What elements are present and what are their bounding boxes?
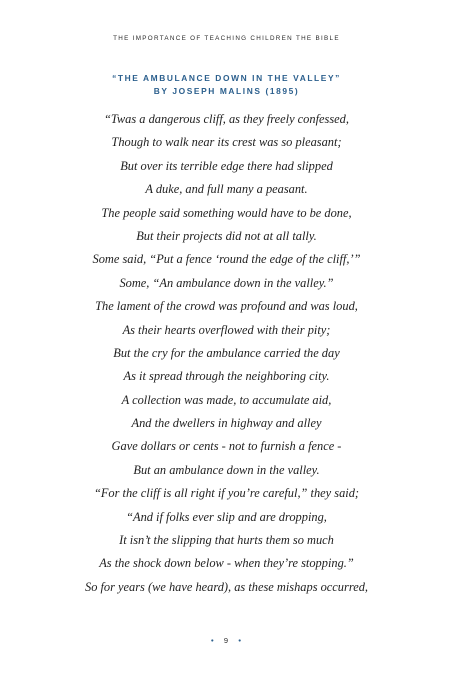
poem-line: A collection was made, to accumulate aid,: [121, 392, 332, 407]
poem-line: A duke, and full many a peasant.: [145, 182, 308, 197]
poem-line: Gave dollars or cents - not to furnish a fence -: [111, 439, 342, 454]
poem-line: Some said, “Put a fence ‘round the edge of the cliff,’”: [92, 252, 361, 267]
poem-line: “Twas a dangerous cliff, as they freely confessed,: [104, 112, 349, 126]
poem-line: So for years (we have heard), as these mishaps occurred,: [85, 579, 368, 594]
poem-byline: BY JOSEPH MALINS (1895): [153, 86, 300, 96]
page-number: 9: [223, 636, 230, 645]
poem-line: Some, “An ambulance down in the valley.”: [119, 275, 334, 290]
page-folio: [0, 636, 453, 645]
poem-line: As the shock down below - when they’re stopping.”: [99, 556, 354, 571]
poem-title-block: [0, 72, 453, 98]
poem-line: Though to walk near its crest was so pleasant;: [111, 135, 342, 150]
poem-line: It isn’t the slipping that hurts them so much: [119, 533, 334, 548]
poem-line: “And if folks ever slip and are dropping,: [126, 509, 327, 524]
poem-line: But over its terrible edge there had slipped: [120, 158, 333, 173]
poem-line: As their hearts overflowed with their pity;: [122, 322, 331, 337]
poem-line: And the dwellers in highway and alley: [131, 416, 322, 431]
poem-line: The people said something would have to be done,: [101, 205, 352, 220]
poem-line: “For the cliff is all right if you’re careful,” they said;: [93, 486, 360, 501]
poem-line: As it spread through the neighboring city.: [123, 369, 330, 384]
poem-line: But the cry for the ambulance carried the day: [113, 345, 340, 360]
folio-left-mark: •: [211, 636, 215, 645]
poem-body: [0, 112, 453, 603]
poem-title: “THE AMBULANCE DOWN IN THE VALLEY”: [112, 73, 341, 83]
poem-line: But their projects did not at all tally.: [136, 228, 317, 243]
folio-right-mark: •: [238, 636, 242, 645]
poem-line: But an ambulance down in the valley.: [133, 462, 320, 477]
running-head: THE IMPORTANCE OF TEACHING CHILDREN THE BIBLE: [113, 35, 340, 42]
poem-line: The lament of the crowd was profound and was loud,: [95, 299, 358, 314]
